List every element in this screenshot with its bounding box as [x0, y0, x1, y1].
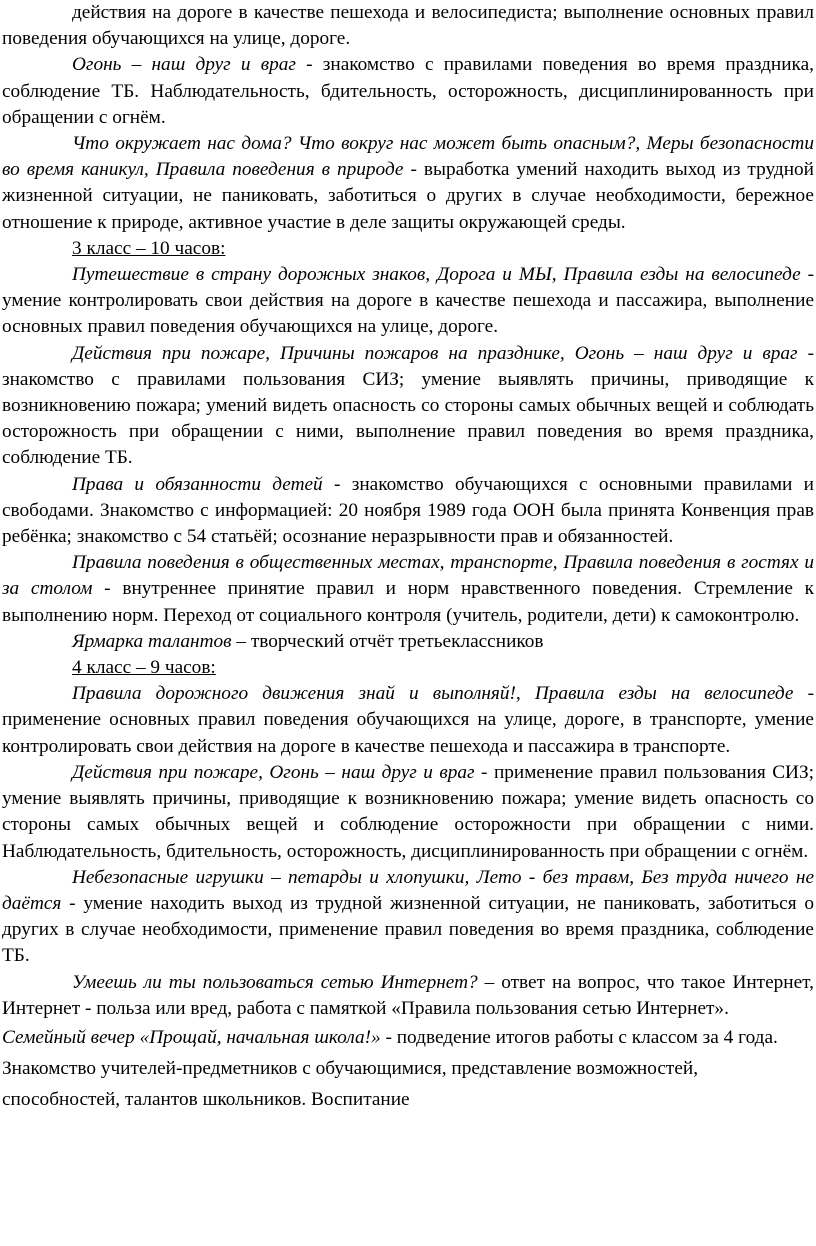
paragraph	[2, 629, 814, 655]
topic-title: Что окружает нас дома? Что вокруг нас может быть опасным?, Меры безопасности во время каникул, Правила поведения в природе	[2, 133, 814, 181]
paragraph-text: - подведение итогов работы с классом за 4 года. Знакомство учителей-предметников с обучающимися, представление возможностей, способностей, талантов школьников. Воспитание	[2, 1026, 778, 1110]
paragraph	[2, 472, 814, 551]
grade-heading-3: 3 класс – 10 часов:	[72, 237, 226, 259]
topic-title: Путешествие в страну дорожных знаков, Дорога и МЫ, Правила езды на велосипеде	[72, 264, 801, 286]
paragraph	[2, 865, 814, 970]
paragraph-text: - знакомство с правилами поведения во время праздника, соблюдение ТБ. Наблюдательность, бдительность, осторожность, дисциплинированность при обращении с огнём.	[2, 54, 815, 128]
paragraph	[2, 341, 814, 472]
paragraph	[2, 52, 814, 131]
paragraph-text: - умение находить выход из трудной жизненной ситуации, не паниковать, заботиться о других в случае необходимости, применение правил поведения во время праздника, соблюдение ТБ.	[2, 892, 814, 967]
grade-heading-4: 4 класс – 9 часов:	[72, 657, 216, 679]
paragraph	[2, 1022, 814, 1115]
topic-title: Семейный вечер «Прощай, начальная школа!»	[2, 1026, 381, 1048]
paragraph	[2, 970, 814, 1022]
paragraph-text: - внутреннее принятие правил и норм нравственного поведения. Стремление к выполнению норм. Переход от социального контроля (учитель, родители, дети) к самоконтролю.	[2, 578, 814, 626]
topic-title: Права и обязанности детей	[72, 473, 323, 495]
paragraph-text: - выработка умений находить выход из трудной жизненной ситуации, не паниковать, заботиться о других в случае необходимости, бережное отношение к природе, активное участие в деле защиты окружающей среды.	[2, 159, 814, 233]
topic-title: Ярмарка талантов	[72, 630, 232, 652]
topic-title: Действия при пожаре, Огонь – наш друг и враг	[72, 761, 475, 783]
paragraph-text: - знакомство обучающихся с основными правилами и свободами. Знакомство с информацией: 20 ноября 1989 года ООН была принята Конвенция прав ребёнка; знакомство с 54 статьёй; осознание неразрывности прав и обязанностей.	[2, 473, 814, 548]
section-heading	[2, 655, 814, 681]
paragraph	[2, 681, 814, 760]
topic-title: Небезопасные игрушки – петарды и хлопушки, Лето - без травм, Без труда ничего не даётся	[2, 866, 814, 914]
paragraph-text: - применение правил пользования СИЗ; умение выявлять причины, приводящие к возникновению пожара; умение видеть опасность со стороны самых обычных вещей и соблюдение осторожности при обращении с ними. Наблюдательность, бдительность, осторожность, дисциплинированность при обращении с огнём.	[2, 761, 814, 862]
paragraph-text: действия на дороге в качестве пешехода и велосипедиста; выполнение основных правил поведения обучающихся на улице, дороге.	[2, 2, 814, 50]
topic-title: Правила дорожного движения знай и выполняй!, Правила езды на велосипеде	[72, 683, 794, 705]
topic-title: Умеешь ли ты пользоваться сетью Интернет?	[72, 971, 478, 993]
topic-title: Огонь – наш друг и враг	[72, 54, 296, 76]
paragraph	[2, 262, 814, 341]
paragraph-text: - применение основных правил поведения обучающихся на улице, дороге, в транспорте, умение контролировать свои действия на дороге в качестве пешехода и пассажира в транспорте.	[2, 683, 814, 757]
paragraph-text: – творческий отчёт третьеклассников	[231, 630, 544, 652]
paragraph-text: - знакомство с правилами пользования СИЗ; умение выявлять причины, приводящие к возникновению пожара; умений видеть опасность со стороны самых обычных вещей и соблюдать осторожность при обращении с ними, выполнение правил поведения во время праздника, соблюдение ТБ.	[2, 342, 814, 469]
paragraph-text: – ответ на вопрос, что такое Интернет, Интернет - польза или вред, работа с памяткой «Правила пользования сетью Интернет».	[2, 971, 814, 1019]
section-heading	[2, 236, 814, 262]
topic-title: Действия при пожаре, Причины пожаров на празднике, Огонь – наш друг и враг	[72, 342, 798, 364]
paragraph	[2, 550, 814, 629]
topic-title: Правила поведения в общественных местах, транспорте, Правила поведения в гостях и за столом	[2, 552, 814, 600]
paragraph	[2, 760, 814, 865]
paragraph-text: - умение контролировать свои действия на дороге в качестве пешехода и пассажира, выполнение основных правил поведения обучающихся на улице, дороге.	[2, 264, 815, 338]
paragraph	[2, 131, 814, 236]
paragraph	[2, 0, 814, 52]
